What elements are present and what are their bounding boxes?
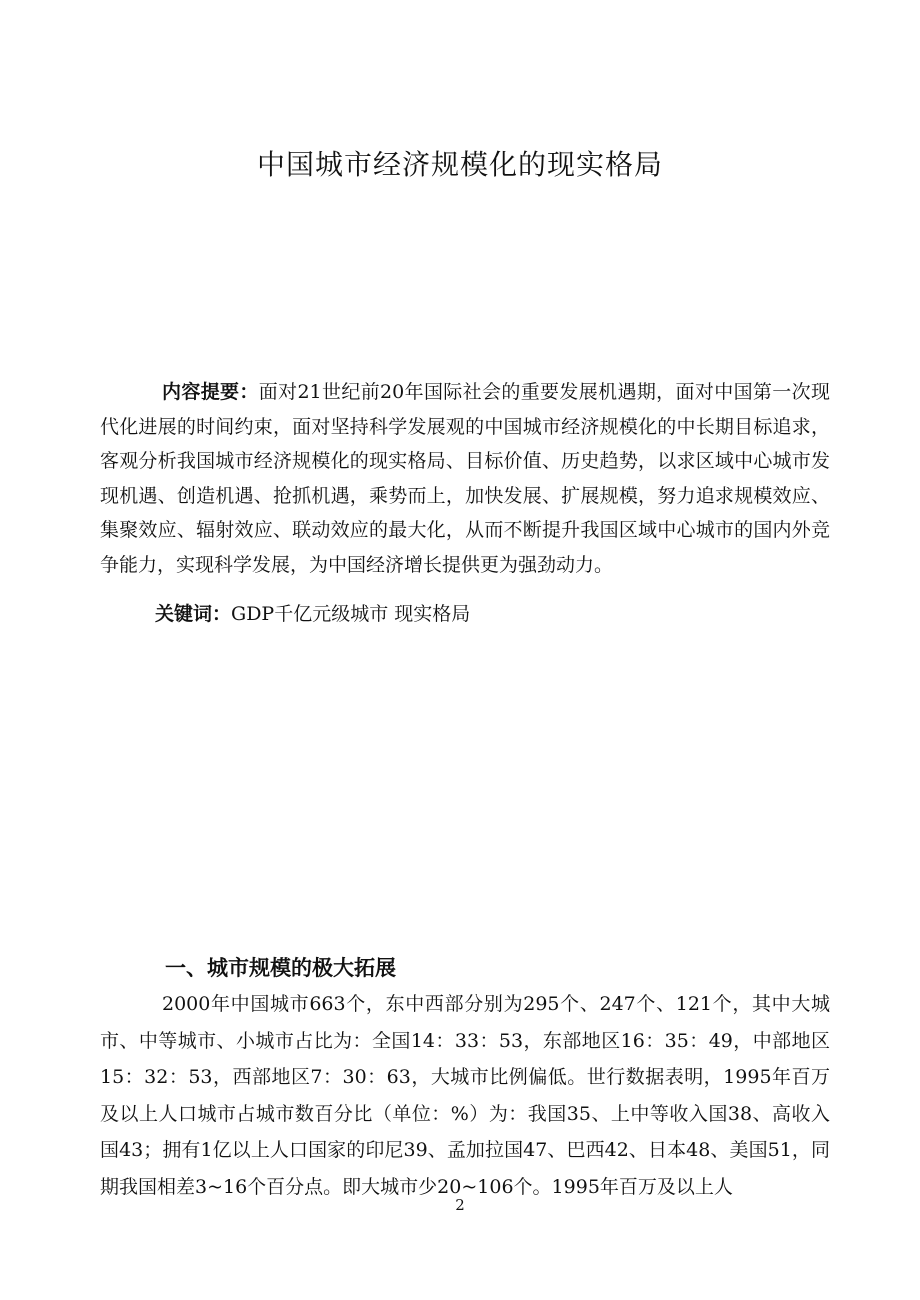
abstract-paragraph (100, 375, 830, 582)
abstract-label: 内容提要： (162, 381, 259, 403)
keywords-label: 关键词： (155, 603, 232, 625)
section-heading: 一、城市规模的极大拓展 (165, 956, 396, 980)
page-number: 2 (455, 1196, 465, 1214)
section-body (100, 986, 830, 1205)
document-title: 中国城市经济规模化的现实格局 (256, 148, 663, 181)
abstract (100, 375, 830, 582)
body-paragraph: 2000年中国城市663个，东中西部分别为295个、247个、121个，其中大城市、中等城市、小城市占比为：全国14：33：53，东部地区16：35：49，中部地区15：32：53，西部地区7：30：63，大城市比例偏低。世行数据表明，1995年百万及以上人口城市占城市数百分比（单位：%）为：我国35、上中等收入国38、高收入国43；拥有1亿以上人口国家的印尼39、孟加拉国47、巴西42、日本48、美国51，同期我国相差3~16个百分点。即大城市少20~106个。1995年百万及以上人 (100, 993, 830, 1198)
abstract-text: 面对21世纪前20年国际社会的重要发展机遇期，面对中国第一次现代化进展的时间约束，面对坚持科学发展观的中国城市经济规模化的中长期目标追求，客观分析我国城市经济规模化的现实格局、目标价值、历史趋势，以求区域中心城市发现机遇、创造机遇、抢抓机遇，乘势而上，加快发展、扩展规模，努力追求规模效应、集聚效应、辐射效应、联动效应的最大化，从而不断提升我国区域中心城市的国内外竞争能力，实现科学发展，为中国经济增长提供更为强劲动力。 (100, 381, 830, 576)
keywords-text: GDP千亿元级城市 现实格局 (231, 603, 471, 625)
keywords (155, 597, 470, 631)
